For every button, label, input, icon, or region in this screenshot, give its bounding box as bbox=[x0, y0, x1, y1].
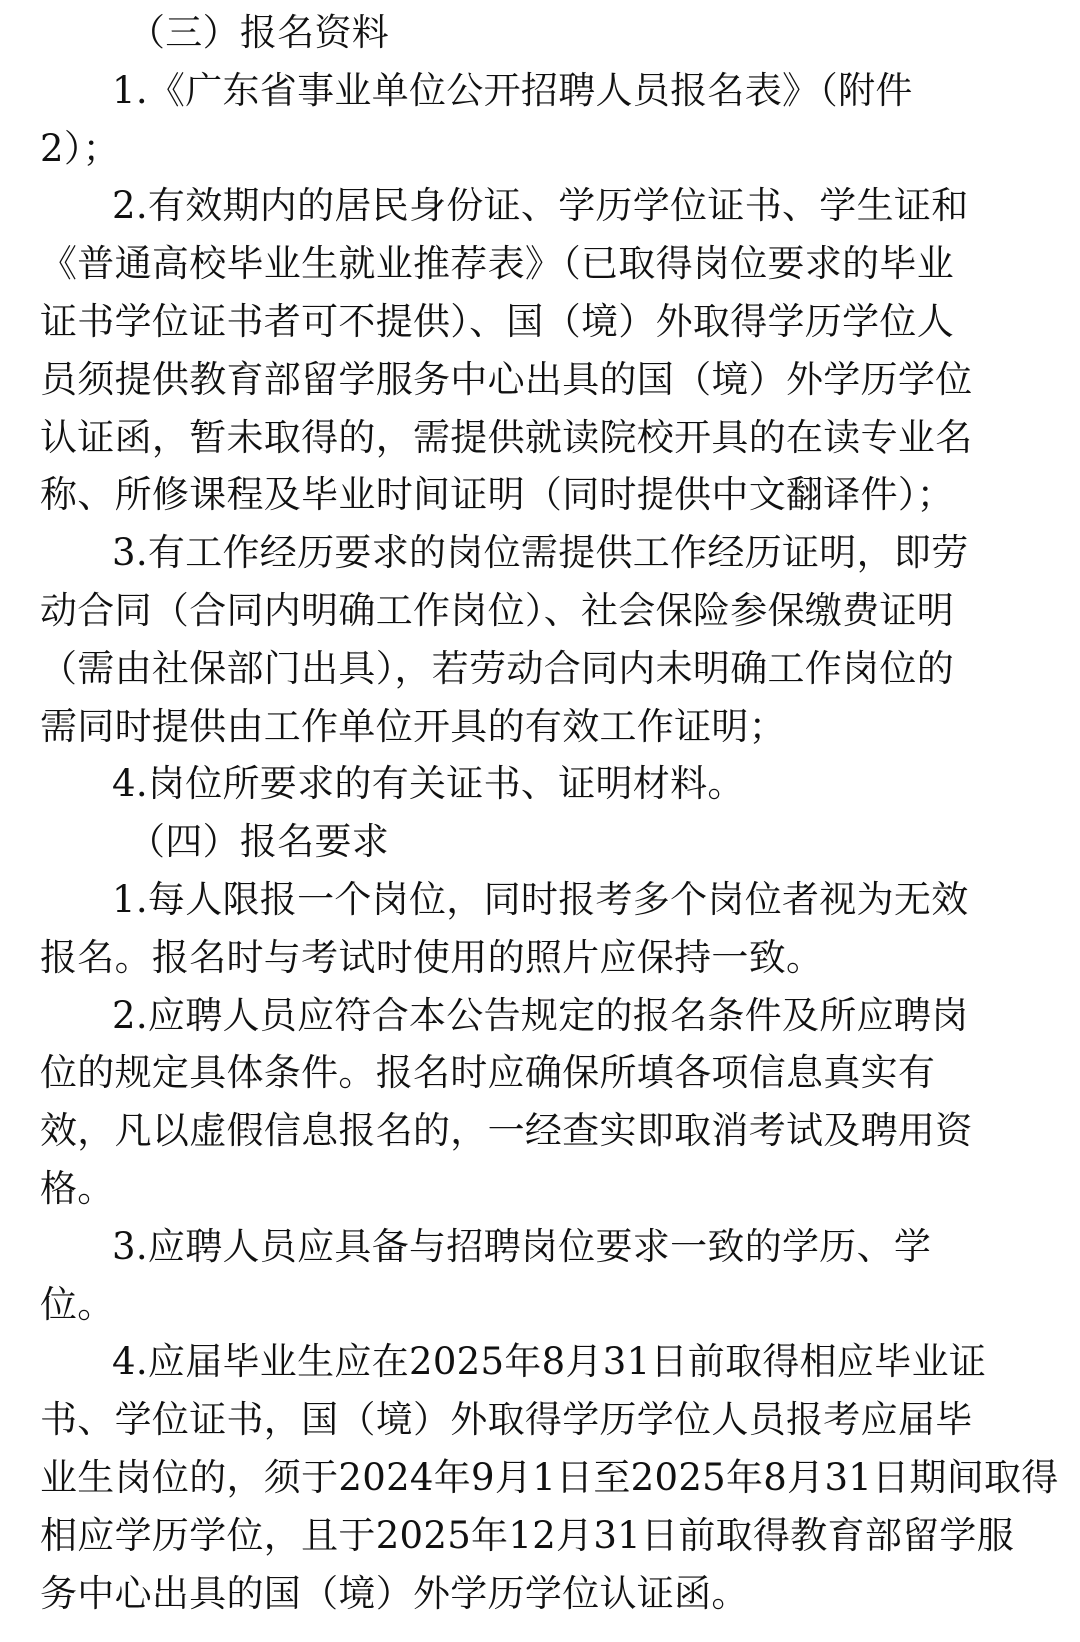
paragraph-item-3 bbox=[40, 524, 1042, 755]
paragraph-item-1 bbox=[40, 871, 1042, 987]
paragraph-line: 位。 bbox=[40, 1282, 115, 1326]
paragraph-line: 效，凡以虚假信息报名的，一经查实即取消考试及聘用资 bbox=[40, 1109, 973, 1153]
paragraph-item-3 bbox=[40, 1218, 1042, 1334]
paragraph-item-1 bbox=[40, 62, 1042, 178]
paragraph-line: 务中心出具的国（境）外学历学位认证函。 bbox=[40, 1571, 749, 1615]
paragraph-line: 称、所修课程及毕业时间证明（同时提供中文翻译件）； bbox=[40, 473, 954, 517]
paragraph-line: 位的规定具体条件。报名时应确保所填各项信息真实有 bbox=[40, 1051, 936, 1095]
paragraph-line: 4.应届毕业生应在2025年8月31日前取得相应毕业证 bbox=[112, 1340, 987, 1384]
paragraph-line: 《普通高校毕业生就业推荐表》（已取得岗位要求的毕业 bbox=[40, 242, 954, 286]
paragraph-item-2 bbox=[40, 177, 1042, 524]
paragraph-line: 业生岗位的，须于2024年9月1日至2025年8月31日期间取得 bbox=[40, 1455, 1059, 1499]
section-heading-materials: （三）报名资料 bbox=[128, 11, 390, 54]
paragraph-line: 1.《广东省事业单位公开招聘人员报名表》（附件 bbox=[112, 68, 913, 112]
paragraph-line: 2.有效期内的居民身份证、学历学位证书、学生证和 bbox=[112, 184, 969, 228]
paragraph-line: 2.应聘人员应符合本公告规定的报名条件及所应聘岗 bbox=[112, 993, 969, 1037]
paragraph-line: 报名。报名时与考试时使用的照片应保持一致。 bbox=[40, 935, 824, 979]
paragraph-line: 证书学位证书者可不提供）、国（境）外取得学历学位人 bbox=[40, 299, 954, 343]
paragraph-item-4 bbox=[40, 1333, 1059, 1622]
paragraph-line: 员须提供教育部留学服务中心出具的国（境）外学历学位 bbox=[40, 357, 973, 401]
paragraph-line: 3.有工作经历要求的岗位需提供工作经历证明，即劳 bbox=[112, 531, 969, 575]
paragraph-line: 1.每人限报一个岗位，同时报考多个岗位者视为无效 bbox=[112, 877, 969, 921]
paragraph-item-4 bbox=[40, 755, 1042, 813]
paragraph-line: 2）； bbox=[40, 126, 120, 170]
paragraph-item-2 bbox=[40, 987, 1042, 1218]
paragraph-line: 相应学历学位，且于2025年12月31日前取得教育部留学服 bbox=[40, 1513, 1015, 1557]
paragraph-line: 4.岗位所要求的有关证书、证明材料。 bbox=[112, 762, 745, 806]
paragraph-line: （需由社保部门出具），若劳动合同内未明确工作岗位的 bbox=[40, 646, 954, 690]
document-page bbox=[40, 4, 1059, 1622]
paragraph-line: 3.应聘人员应具备与招聘岗位要求一致的学历、学 bbox=[112, 1224, 932, 1268]
paragraph-line: 动合同（合同内明确工作岗位）、社会保险参保缴费证明 bbox=[40, 588, 954, 632]
paragraph-line: 认证函，暂未取得的，需提供就读院校开具的在读专业名 bbox=[40, 415, 973, 459]
paragraph-line: 需同时提供由工作单位开具的有效工作证明； bbox=[40, 704, 786, 748]
paragraph-line: 格。 bbox=[40, 1166, 115, 1210]
paragraph-line: 书、学位证书，国（境）外取得学历学位人员报考应届毕 bbox=[40, 1398, 973, 1442]
section-heading-requirements: （四）报名要求 bbox=[128, 820, 390, 864]
